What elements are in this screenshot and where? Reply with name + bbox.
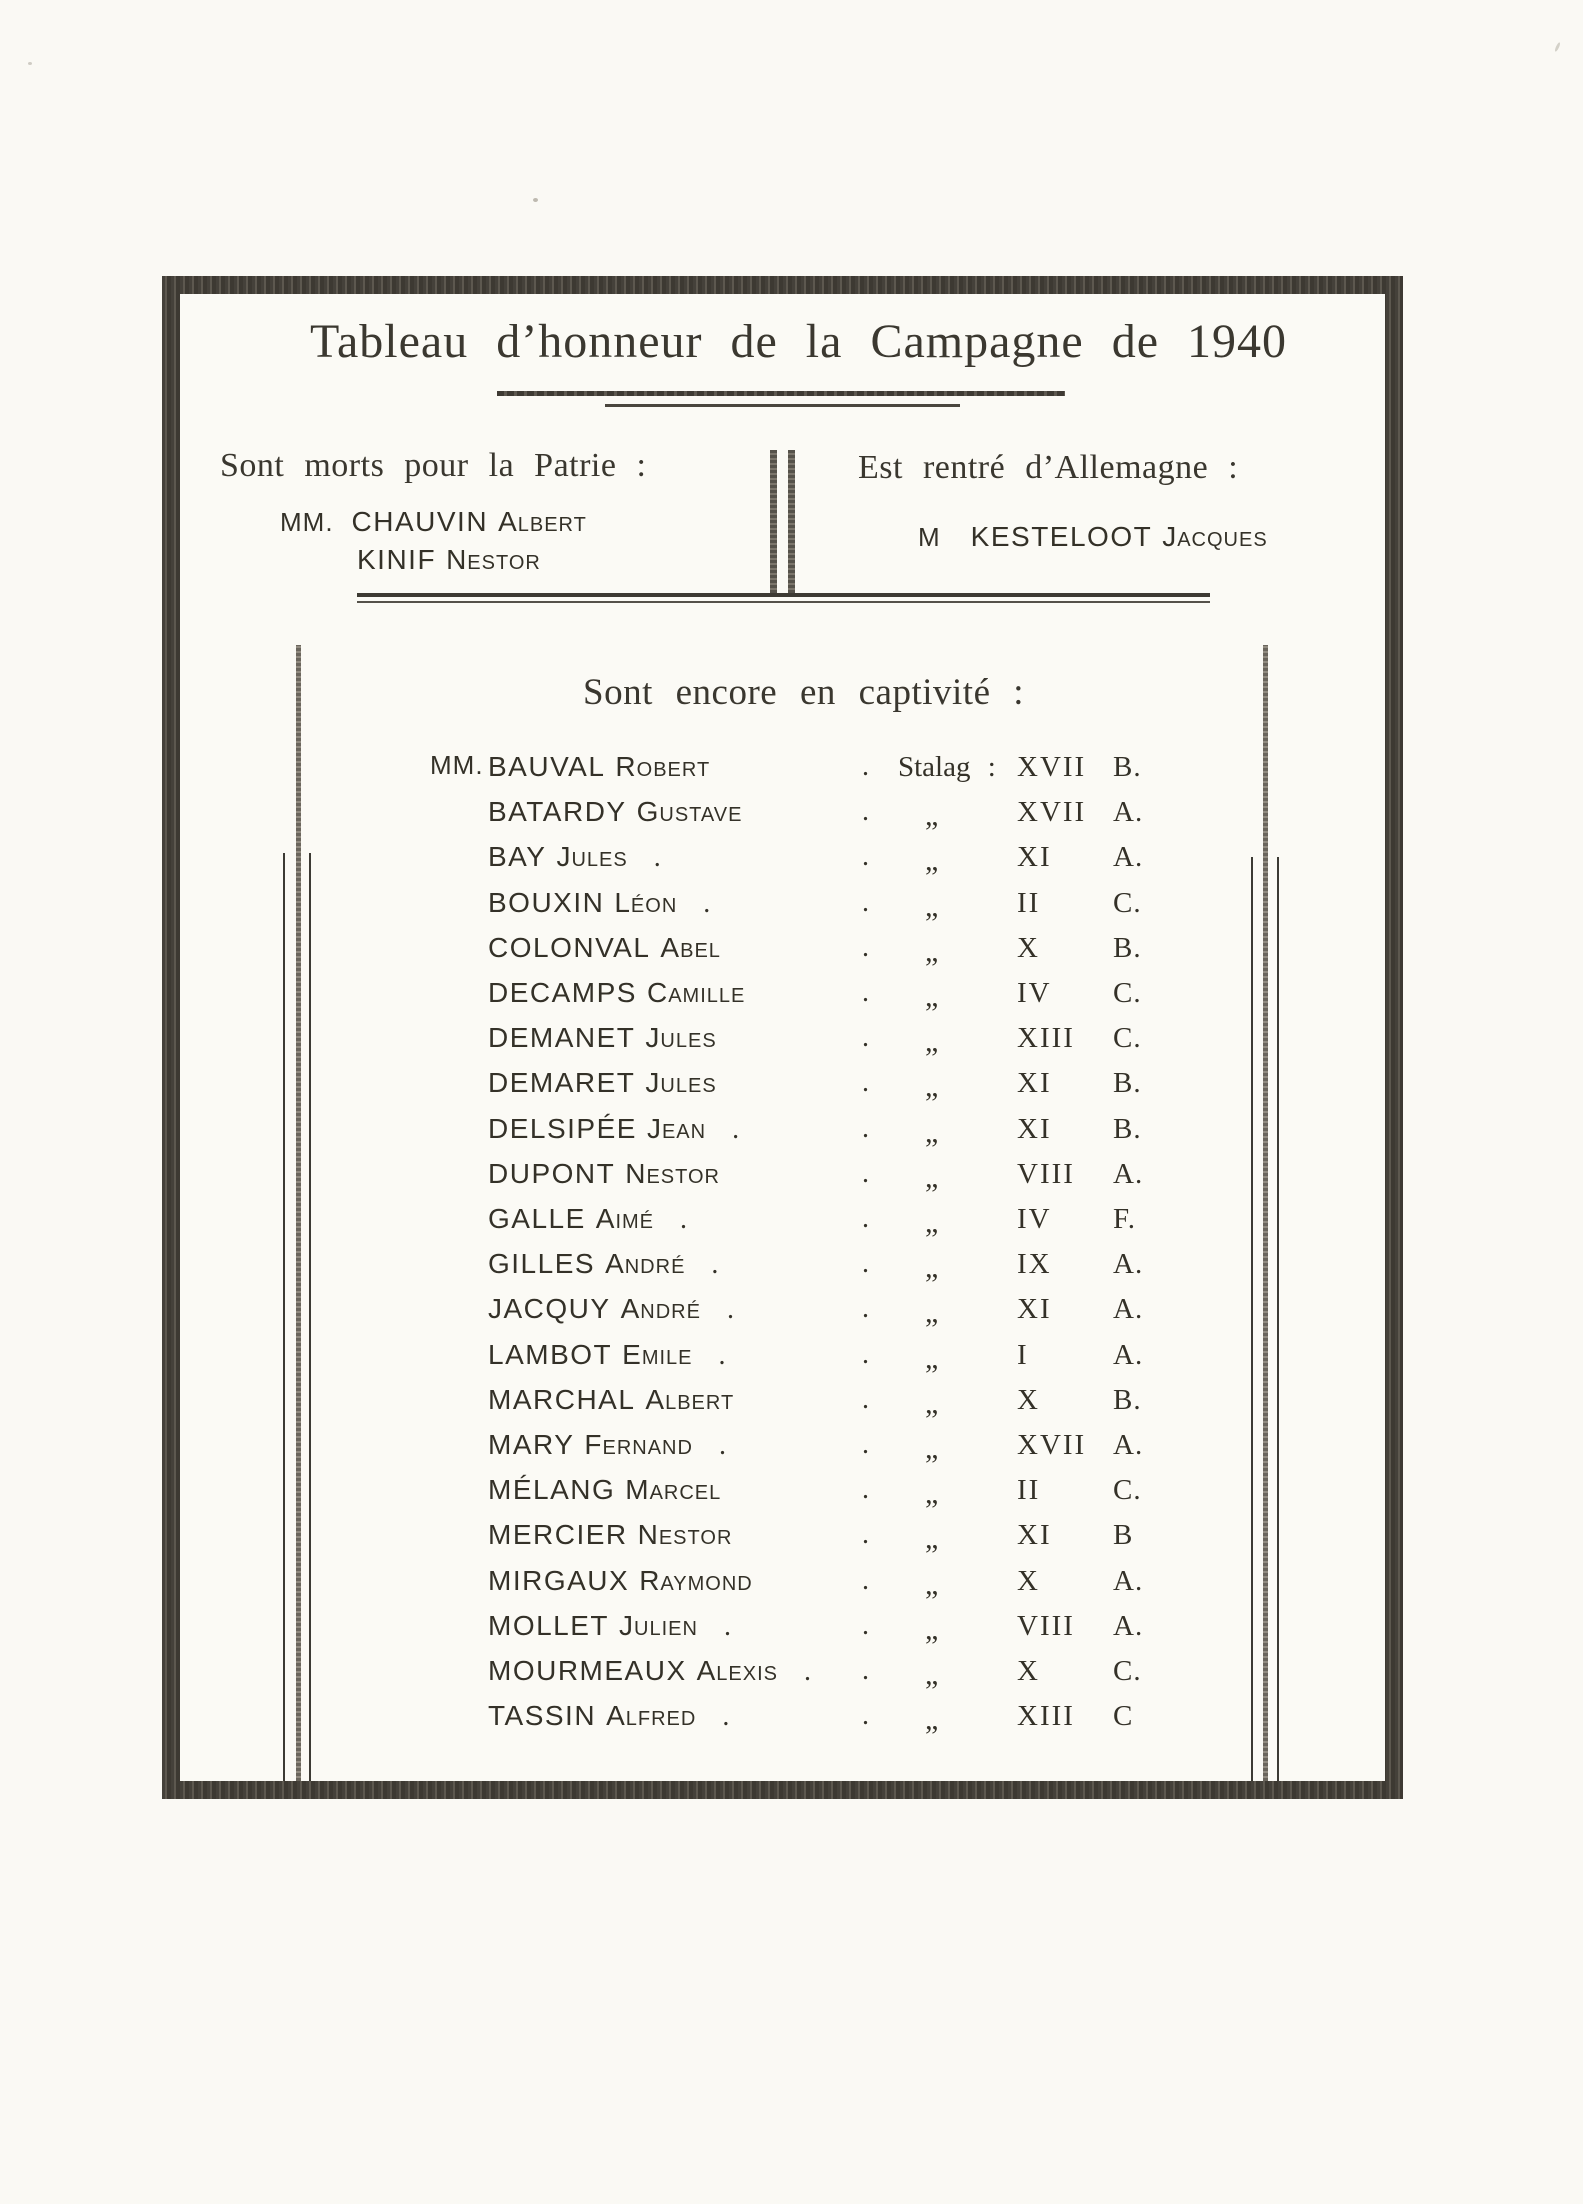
- prisoner-name: [488, 931, 721, 965]
- leader-dot: .: [862, 796, 869, 828]
- prisoner-name: [488, 1292, 734, 1327]
- leader-dot: .: [723, 1610, 731, 1642]
- camp-number: IX: [1017, 1248, 1052, 1281]
- prisoner-name: [488, 976, 745, 1010]
- prisoner-name: [488, 1157, 720, 1191]
- ditto-mark: „: [925, 844, 937, 878]
- ditto-mark: „: [925, 1025, 937, 1059]
- prisoner-name: [488, 750, 710, 784]
- camp-letter: A.: [1113, 1609, 1144, 1642]
- prisoner-surname: MÉLANG: [488, 1474, 616, 1506]
- leader-dot: .: [703, 887, 711, 919]
- leader-dot: .: [862, 931, 869, 963]
- camp-number: X: [1017, 1383, 1040, 1416]
- captivity-row: [0, 1428, 1583, 1474]
- captivity-row: [0, 886, 1583, 932]
- prisoner-surname: DELSIPÉE: [488, 1112, 637, 1144]
- prisoner-surname: LAMBOT: [488, 1338, 613, 1370]
- ditto-mark: „: [925, 1477, 937, 1511]
- prisoner-name: [488, 1202, 687, 1237]
- camp-letter: B.: [1113, 751, 1142, 783]
- ditto-mark: „: [925, 1703, 937, 1737]
- prisoner-given-name: Abel: [660, 931, 721, 963]
- prisoner-given-name: Fernand: [584, 1429, 693, 1460]
- ditto-mark: „: [925, 980, 937, 1013]
- prisoner-surname: MOURMEAUX: [488, 1655, 687, 1686]
- returned-heading: Est rentré d’Allemagne :: [858, 449, 1239, 486]
- prisoner-name: [488, 1247, 718, 1282]
- camp-number: XI: [1017, 1112, 1052, 1145]
- captivity-row: [0, 750, 1583, 796]
- returned-surname: KESTELOOT: [970, 521, 1153, 552]
- camp-letter: C.: [1113, 886, 1142, 919]
- camp-number: IV: [1017, 1203, 1052, 1235]
- prisoner-given-name: Aimé: [595, 1203, 655, 1234]
- prisoner-name: [488, 1383, 734, 1417]
- camp-number: XI: [1017, 1293, 1052, 1326]
- prisoner-name: [488, 1338, 726, 1373]
- prisoner-surname: JACQUY: [488, 1293, 611, 1325]
- leader-dot: .: [862, 1067, 869, 1099]
- leader-dot: .: [862, 1203, 869, 1234]
- prisoner-surname: DEMARET: [488, 1067, 636, 1099]
- prisoner-surname: MARY: [488, 1429, 575, 1460]
- prisoner-given-name: Camille: [646, 977, 746, 1008]
- memorial-surname: KINIF: [357, 544, 437, 575]
- camp-number: VIII: [1017, 1157, 1075, 1190]
- prisoner-name: [488, 1112, 739, 1147]
- prisoner-given-name: Jules: [645, 1067, 717, 1099]
- camp-letter: A.: [1113, 1564, 1144, 1597]
- leader-dot: .: [718, 1430, 726, 1461]
- prisoner-given-name: Alexis: [696, 1655, 778, 1686]
- ditto-mark: „: [925, 1341, 937, 1375]
- leader-dot: .: [862, 1655, 869, 1686]
- captivity-row: [0, 1202, 1583, 1248]
- captivity-row: [0, 931, 1583, 977]
- prisoner-name: [488, 1066, 717, 1100]
- leader-dot: .: [862, 1564, 869, 1596]
- camp-number: I: [1017, 1338, 1029, 1371]
- prisoner-name: [488, 1654, 811, 1689]
- ditto-mark: „: [925, 1296, 937, 1330]
- page-title: Tableau d’honneur de la Campagne de 1940: [310, 315, 1288, 368]
- prisoner-name: [488, 1609, 731, 1644]
- prisoner-surname: DECAMPS: [488, 977, 637, 1008]
- leader-dot: .: [862, 1338, 869, 1370]
- camp-letter: B.: [1113, 931, 1142, 964]
- camp-letter: A.: [1113, 1429, 1144, 1461]
- camp-number: XI: [1017, 841, 1052, 874]
- camp-letter: A.: [1113, 1338, 1144, 1371]
- camp-number: X: [1017, 931, 1040, 964]
- prisoner-surname: BAY: [488, 841, 547, 873]
- camp-letter: A.: [1113, 796, 1144, 829]
- prisoner-name: [488, 840, 661, 875]
- memorial-surname: CHAUVIN: [351, 506, 489, 537]
- camp-number: XVII: [1017, 1429, 1087, 1461]
- leader-dot: .: [862, 1609, 869, 1641]
- leader-dot: .: [718, 1339, 726, 1371]
- captivity-row: [0, 1383, 1583, 1429]
- prisoner-given-name: Gustave: [636, 796, 743, 828]
- ditto-mark: „: [925, 1206, 937, 1239]
- prisoner-given-name: Albert: [645, 1383, 735, 1415]
- camp-number: XIII: [1017, 1022, 1075, 1055]
- captivity-row: [0, 976, 1583, 1022]
- prisoner-surname: GILLES: [488, 1248, 596, 1280]
- captivity-row: [0, 795, 1583, 841]
- camp-letter: C: [1113, 1700, 1134, 1733]
- memorial-given-name: Nestor: [446, 544, 541, 575]
- memorial-prefix: MM.: [280, 507, 334, 537]
- camp-number: XVII: [1017, 796, 1087, 829]
- leader-dot: .: [711, 1249, 719, 1281]
- captivity-row: [0, 1112, 1583, 1158]
- leader-dot: .: [804, 1656, 811, 1687]
- prisoner-given-name: Julien: [619, 1609, 698, 1641]
- list-prefix: MM.: [430, 750, 484, 780]
- captivity-row: [0, 1066, 1583, 1112]
- leader-dot: .: [862, 1519, 869, 1551]
- prisoner-name: [488, 1021, 717, 1055]
- camp-letter: B.: [1113, 1383, 1142, 1416]
- leader-dot: .: [680, 1204, 688, 1235]
- captivity-row: [0, 1654, 1583, 1700]
- camp-number: IV: [1017, 977, 1052, 1009]
- camp-letter: B: [1113, 1519, 1134, 1552]
- prisoner-given-name: Léon: [614, 886, 678, 918]
- camp-letter: C.: [1113, 1474, 1142, 1507]
- prisoner-name: [488, 795, 742, 829]
- prisoner-given-name: Alfred: [606, 1700, 697, 1732]
- captivity-row: [0, 1157, 1583, 1203]
- ditto-mark: „: [925, 1432, 937, 1465]
- ditto-mark: „: [925, 1386, 937, 1420]
- leader-dot: .: [862, 1022, 869, 1054]
- prisoner-surname: BOUXIN: [488, 886, 605, 918]
- camp-number: VIII: [1017, 1609, 1075, 1642]
- prisoner-surname: BAUVAL: [488, 751, 606, 782]
- prisoner-given-name: Nestor: [637, 1519, 733, 1551]
- prisoner-name: [488, 886, 710, 921]
- prisoner-name: [488, 1518, 732, 1552]
- paper-speck: [533, 198, 538, 202]
- returned-prefix: M: [918, 522, 941, 552]
- stalag-label: Stalag :: [898, 751, 996, 783]
- prisoner-given-name: Jules: [556, 841, 628, 873]
- leader-dot: .: [862, 1112, 869, 1144]
- captivity-heading: Sont encore en captivité :: [583, 672, 1025, 713]
- prisoner-surname: BATARDY: [488, 796, 627, 828]
- prisoner-given-name: Emile: [622, 1338, 693, 1370]
- ditto-mark: „: [925, 889, 937, 923]
- prisoner-given-name: Jules: [645, 1022, 717, 1054]
- captivity-row: [0, 1518, 1583, 1564]
- prisoner-name: [488, 1564, 753, 1598]
- prisoner-surname: MARCHAL: [488, 1383, 636, 1415]
- camp-letter: C.: [1113, 977, 1142, 1009]
- leader-dot: .: [862, 1700, 869, 1732]
- camp-letter: B.: [1113, 1067, 1142, 1100]
- prisoner-surname: TASSIN: [488, 1700, 597, 1732]
- captivity-row: [0, 1473, 1583, 1519]
- ditto-mark: „: [925, 1160, 937, 1194]
- leader-dot: .: [862, 841, 869, 873]
- prisoner-given-name: Raymond: [639, 1564, 753, 1596]
- leader-dot: .: [862, 1293, 869, 1325]
- leader-dot: .: [732, 1113, 740, 1145]
- returned-given-name: Jacques: [1162, 521, 1268, 552]
- prisoner-surname: DUPONT: [488, 1157, 616, 1189]
- ditto-mark: „: [925, 799, 937, 833]
- camp-number: X: [1017, 1655, 1040, 1687]
- ditto-mark: „: [925, 1070, 937, 1104]
- leader-dot: .: [862, 886, 869, 918]
- ditto-mark: „: [925, 934, 937, 968]
- camp-letter: F.: [1113, 1203, 1137, 1235]
- paper-speck: [28, 62, 32, 65]
- prisoner-given-name: Marcel: [625, 1474, 722, 1506]
- prisoner-surname: MOLLET: [488, 1609, 610, 1641]
- prisoner-name: [488, 1473, 721, 1507]
- prisoner-surname: DEMANET: [488, 1022, 636, 1054]
- prisoner-name: [488, 1428, 726, 1463]
- camp-number: X: [1017, 1564, 1040, 1597]
- camp-letter: A.: [1113, 1157, 1144, 1190]
- ditto-mark: „: [925, 1522, 937, 1556]
- ditto-mark: „: [925, 1612, 937, 1646]
- prisoner-given-name: André: [620, 1293, 701, 1325]
- camp-number: XI: [1017, 1067, 1052, 1100]
- leader-dot: .: [862, 1383, 869, 1415]
- leader-dot: .: [862, 1157, 869, 1189]
- camp-letter: A.: [1113, 841, 1144, 874]
- captivity-row: [0, 1338, 1583, 1384]
- memorial-given-name: Albert: [498, 506, 587, 537]
- leader-dot: .: [653, 842, 661, 874]
- ditto-mark: „: [925, 1567, 937, 1601]
- prisoner-surname: COLONVAL: [488, 931, 651, 963]
- camp-number: XVII: [1017, 751, 1087, 783]
- prisoner-surname: MIRGAUX: [488, 1564, 630, 1596]
- camp-letter: B.: [1113, 1112, 1142, 1145]
- captivity-row: [0, 1292, 1583, 1338]
- leader-dot: .: [862, 1474, 869, 1506]
- captivity-row: [0, 1564, 1583, 1610]
- captivity-row: [0, 1609, 1583, 1655]
- captivity-row: [0, 1021, 1583, 1067]
- prisoner-given-name: Robert: [615, 751, 711, 782]
- captivity-row: [0, 1247, 1583, 1293]
- prisoner-given-name: Jean: [646, 1112, 707, 1144]
- memorial-heading: Sont morts pour la Patrie :: [220, 447, 647, 484]
- camp-number: II: [1017, 1474, 1041, 1507]
- camp-letter: A.: [1113, 1248, 1144, 1281]
- prisoner-surname: MERCIER: [488, 1519, 628, 1551]
- camp-number: XI: [1017, 1519, 1052, 1552]
- leader-dot: .: [862, 751, 869, 782]
- captivity-row: [0, 1699, 1583, 1745]
- leader-dot: .: [726, 1294, 734, 1326]
- camp-number: XIII: [1017, 1700, 1075, 1733]
- ditto-mark: „: [925, 1658, 937, 1691]
- prisoner-surname: GALLE: [488, 1203, 586, 1234]
- leader-dot: .: [862, 1248, 869, 1280]
- prisoner-given-name: Nestor: [625, 1157, 720, 1189]
- leader-dot: .: [862, 1429, 869, 1460]
- leader-dot: .: [862, 977, 869, 1008]
- camp-letter: A.: [1113, 1293, 1144, 1326]
- prisoner-given-name: André: [605, 1248, 686, 1280]
- camp-number: II: [1017, 886, 1041, 919]
- prisoner-name: [488, 1699, 729, 1734]
- ditto-mark: „: [925, 1251, 937, 1285]
- camp-letter: C.: [1113, 1022, 1142, 1055]
- leader-dot: .: [722, 1701, 730, 1733]
- captivity-row: [0, 840, 1583, 886]
- ditto-mark: „: [925, 1115, 937, 1149]
- camp-letter: C.: [1113, 1655, 1142, 1687]
